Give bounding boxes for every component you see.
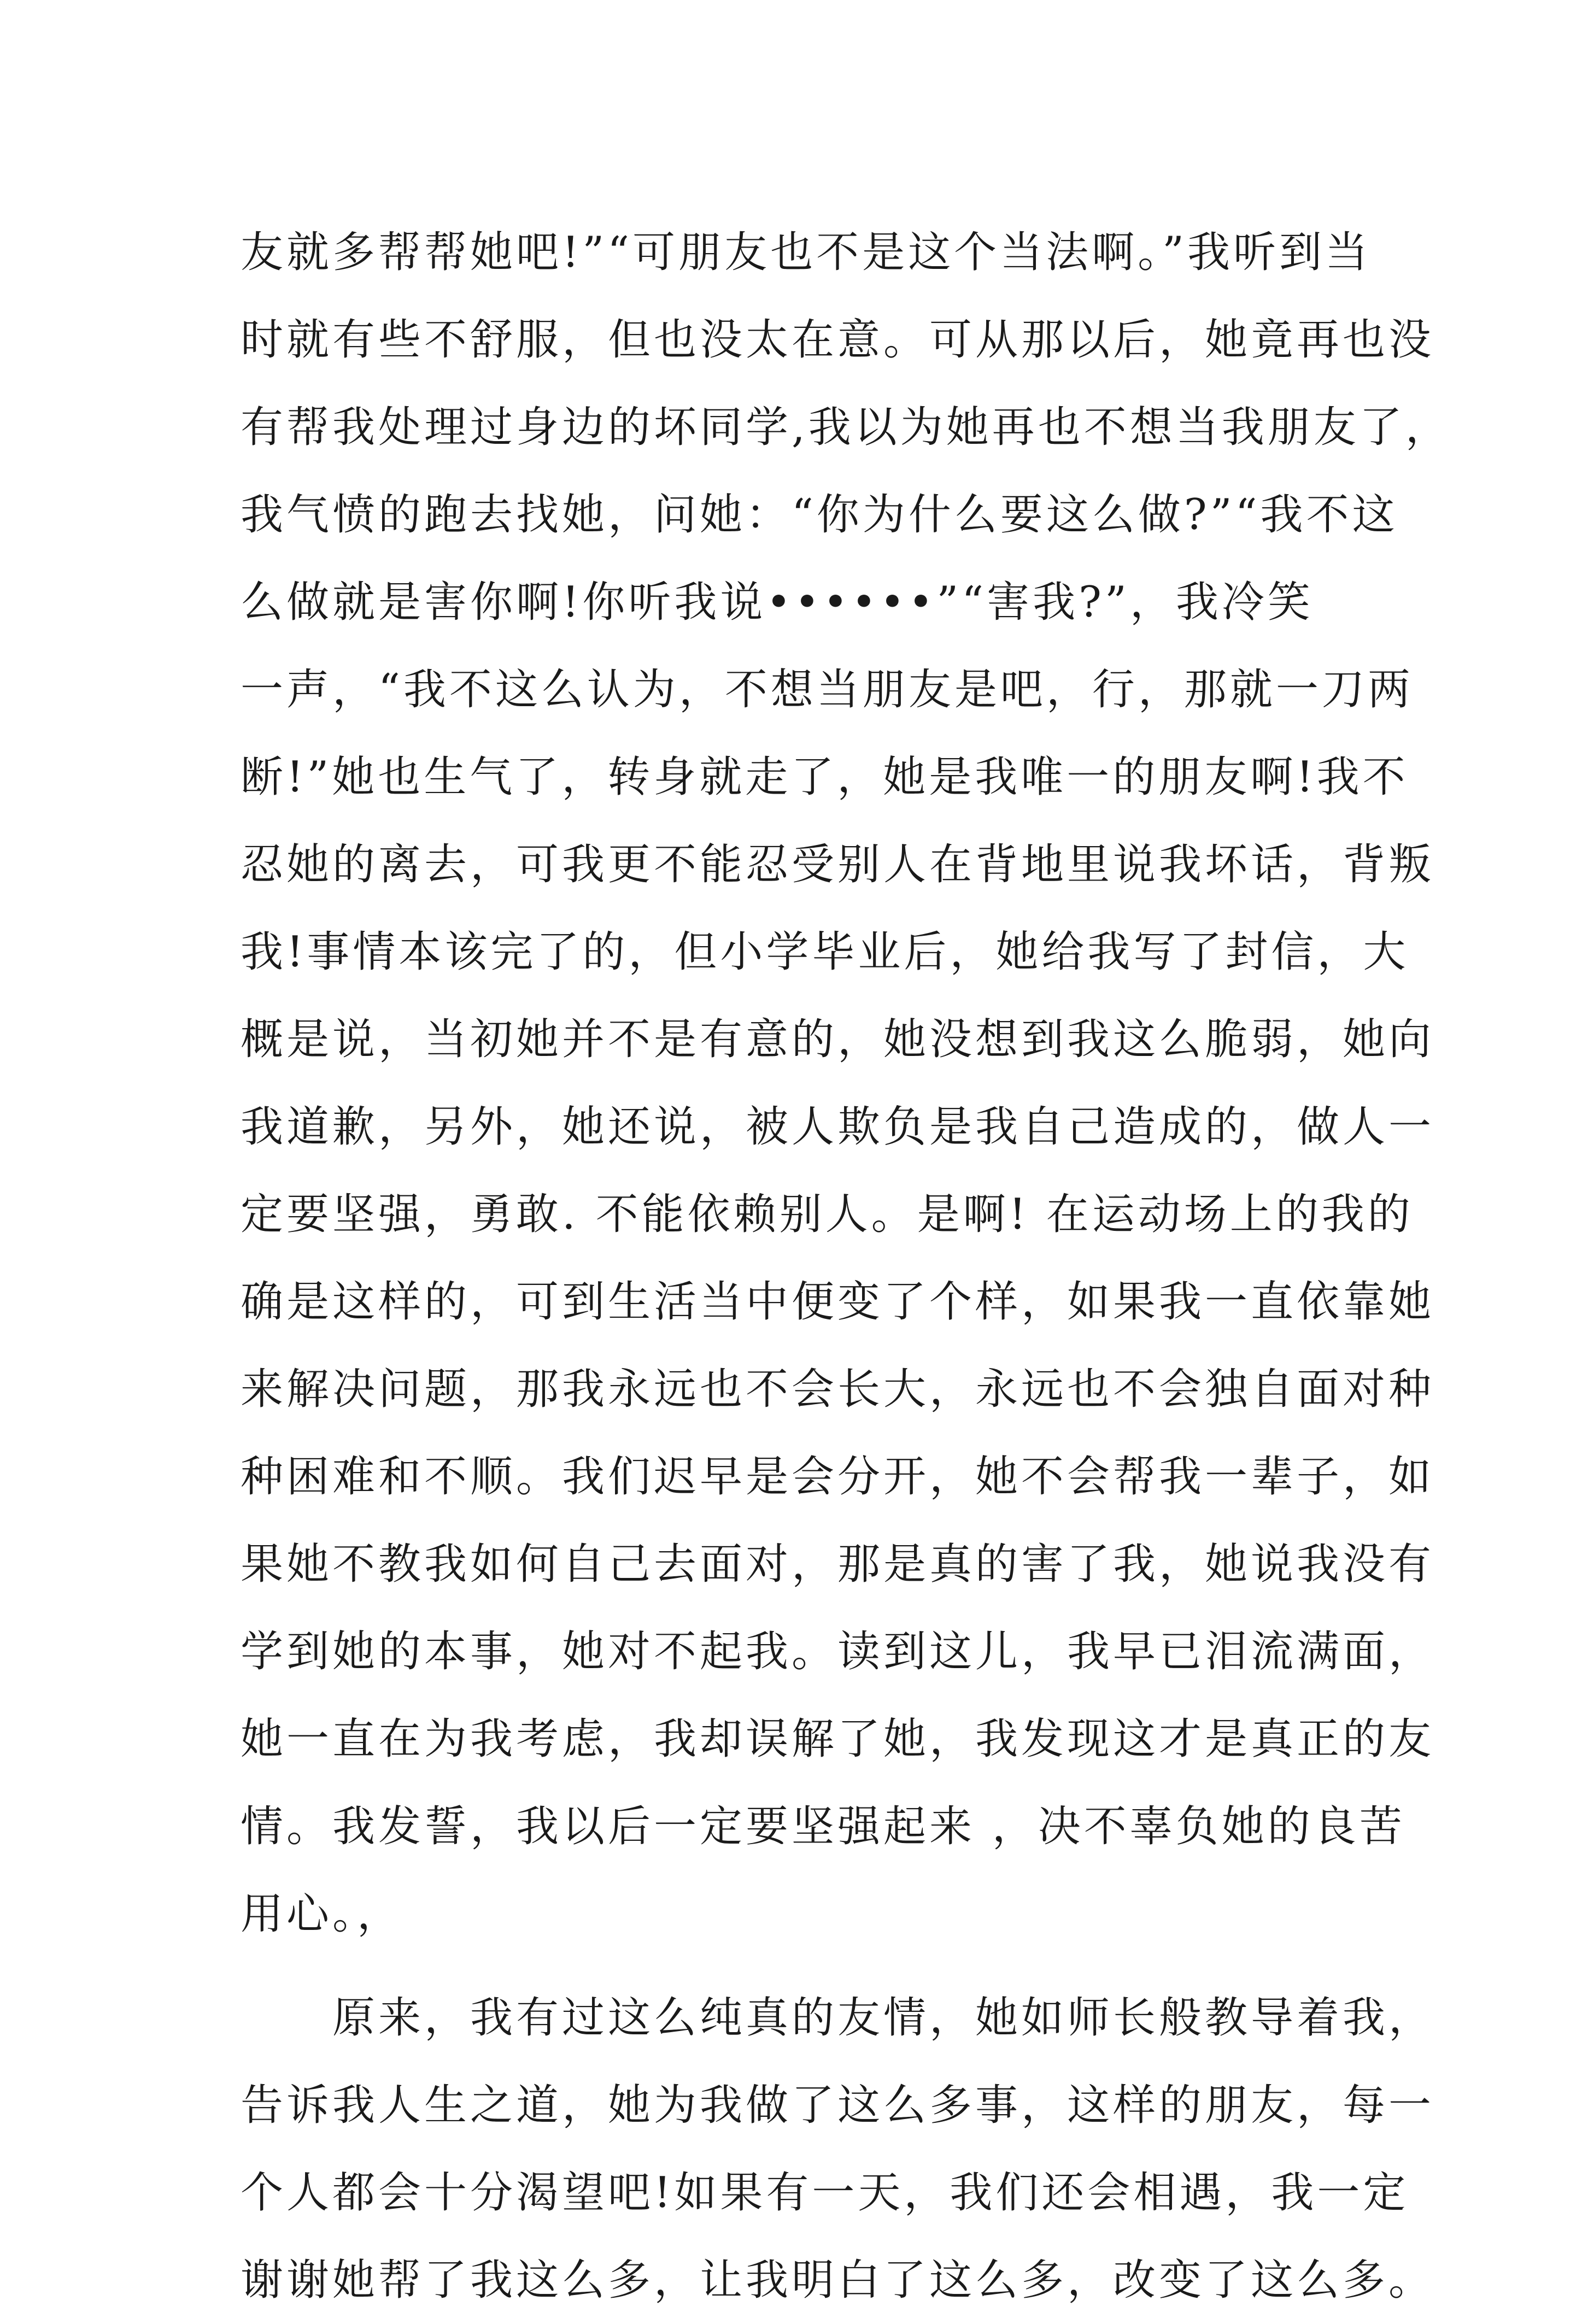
paragraph-2	[241, 1974, 1435, 2324]
text-line: 确是这样的，可到生活当中便变了个样，如果我一直依靠她	[241, 1277, 1435, 1327]
text-line: 情。我发誓，我以后一定要坚强起来 ，决不辜负她的良苦	[241, 1802, 1405, 1851]
text-line: 学到她的本事，她对不起我。读到这儿，我早已泪流满面，	[241, 1627, 1435, 1676]
text-line: 用心。，	[241, 1889, 403, 1939]
text-line: 么做就是害你啊!你听我说••••••”“害我?”，我冷笑	[241, 578, 1314, 627]
text-line: 她一直在为我考虑，我却误解了她，我发现这才是真正的友	[241, 1715, 1435, 1764]
text-line: 忍她的离去，可我更不能忍受别人在背地里说我坏话，背叛	[241, 840, 1435, 889]
text-line: 定要坚强，勇敢. 不能依赖别人。是啊! 在运动场上的我的	[241, 1190, 1414, 1239]
text-line: 我道歉，另外，她还说，被人欺负是我自己造成的，做人一	[241, 1102, 1435, 1152]
text-line: 来解决问题，那我永远也不会长大，永远也不会独自面对种	[241, 1365, 1435, 1414]
paragraph-1	[241, 209, 1451, 1958]
text-line: 种困难和不顺。我们迟早是会分开，她不会帮我一辈子，如	[241, 1452, 1435, 1501]
text-line: 概是说，当初她并不是有意的，她没想到我这么脆弱，她向	[241, 1015, 1435, 1064]
text-line: 一声，“我不这么认为，不想当朋友是吧，行，那就一刀两	[241, 665, 1414, 714]
text-line: 告诉我人生之道，她为我做了这么多事，这样的朋友，每一	[241, 2081, 1435, 2130]
text-line: 谢谢她帮了我这么多，让我明白了这么多，改变了这么多。	[241, 2256, 1435, 2305]
text-line: 个人都会十分渴望吧!如果有一天，我们还会相遇，我一定	[241, 2168, 1409, 2217]
text-line: 我气愤的跑去找她，问她：“你为什么要这么做?”“我不这	[241, 490, 1398, 539]
text-line: 断!”她也生气了，转身就走了，她是我唯一的朋友啊!我不	[241, 753, 1409, 802]
paragraph-spacer	[241, 1958, 1383, 1974]
text-line: 我!事情本该完了的，但小学毕业后，她给我写了封信，大	[241, 928, 1409, 977]
text-line: 有帮我处理过身边的坏同学,我以为她再也不想当我朋友了，	[241, 403, 1451, 452]
text-line: 原来，我有过这么纯真的友情，她如师长般教导着我，	[241, 1993, 1435, 2043]
document-body	[241, 209, 1451, 2324]
text-line: 果她不教我如何自己去面对，那是真的害了我，她说我没有	[241, 1540, 1435, 1589]
text-line: 时就有些不舒服，但也没太在意。可从那以后，她竟再也没	[241, 315, 1435, 365]
text-line: 友就多帮帮她吧!”“可朋友也不是这个当法啊。”我听到当	[241, 228, 1371, 277]
